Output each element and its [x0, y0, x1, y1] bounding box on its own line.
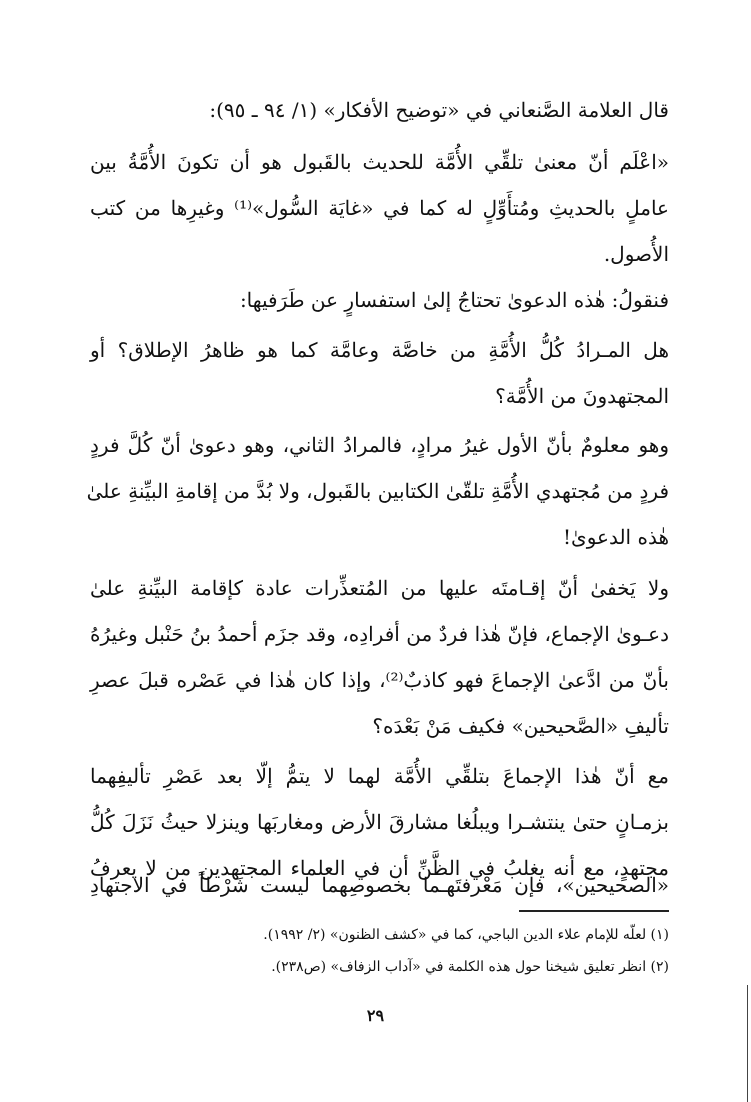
- footnote-separator: [519, 910, 669, 912]
- page-number: ٢٩: [366, 1006, 385, 1025]
- footnote: (٢) انظر تعليق شيخنا حول هذه الكلمة في «آداب الزفاف» (ص٢٣٨).: [271, 959, 669, 975]
- paragraph-line: تأليفِ «الصَّحيحين» فكيف مَنْ بَعْدَه؟: [372, 714, 669, 738]
- paragraph-line: «الصحيحين»، فإن مَعْرفتَهـما بخصوصِهما ليست شَرْطاً في الاجتهادِ: [90, 873, 669, 897]
- paragraph-line: فنقولُ: هٰذه الدعوىٰ تحتاجُ إلىٰ استفسارٍ عن طَرَفيها:: [239, 288, 669, 312]
- quote-line: «اعْلَم أنّ معنىٰ تلقِّي الأُمَّة للحديث بالقَبول هو أن تكونَ الأُمَّةُ بين: [90, 150, 669, 174]
- paragraph-line: دعـوىٰ الإجماع، فإنّ هٰذا فردٌ من أفرادِه، وقد جزَم أحمدُ بنُ حَنْبل وغيرُهُ: [90, 622, 669, 646]
- paragraph-line: بزمـانٍ حتىٰ ينتشـرا ويبلُغا مشارقَ الأرض ومغاربَها وينزلا حيثُ نَزَلَ كُلُّ: [90, 810, 669, 834]
- paragraph-line: مع أنّ هٰذا الإجماعَ بتلقِّي الأُمَّة لهما لا يتمُّ إلّا بعد عَصْرِ تأليفِهما: [90, 764, 669, 788]
- intro-line: قال العلامة الصَّنعاني في «توضيح الأفكار» (١/ ٩٤ ـ ٩٥):: [209, 98, 669, 122]
- paragraph-line: المجتهدونَ من الأُمَّة؟: [495, 384, 669, 408]
- paragraph-line: مجتهدٍ، مع أنه يغلبُ في الظَّنِّ أن في العلماء المجتهدين من لا يعرفُ: [90, 856, 669, 880]
- paragraph-line: فردٍ من مُجتهدي الأُمَّةِ تلقّىٰ الكتابين بالقَبول، ولا بُدَّ من إقامةِ البيِّنةِ علىٰ: [86, 479, 669, 503]
- paragraph-line: وهو معلومٌ بأنّ الأول غيرُ مرادٍ، فالمرادُ الثاني، وهو دعوىٰ أنّ كُلَّ فردٍ: [90, 433, 669, 457]
- paragraph-line: بأنّ من ادَّعىٰ الإجماعَ فهو كاذبٌ⁽²⁾، وإذا كان هٰذا في عَصْره قبلَ عصرِ: [90, 668, 669, 692]
- paragraph-line: ولا يَخفىٰ أنّ إقـامتَه عليها من المُتعذِّرات عادة كإقامة البيِّنةِ علىٰ: [90, 576, 669, 600]
- footnote: (١) لعلّه للإمام علاء الدين الباجي، كما في «كشف الظنون» (٢/ ١٩٩٢).: [263, 927, 669, 943]
- paragraph-line: هٰذه الدعوىٰ!: [563, 525, 669, 549]
- paragraph-line: هل المـرادُ كُلُّ الأُمَّةِ من خاصَّة وعامَّة كما هو ظاهرُ الإطلاق؟ أو: [90, 338, 669, 362]
- quote-line: الأُصول.: [603, 242, 669, 266]
- quote-line: عاملٍ بالحديثِ ومُتأَوِّلٍ له كما في «غايَة السُّول»⁽¹⁾ وغيرِها من كتب: [90, 196, 669, 220]
- page-edge-line: [747, 985, 748, 1102]
